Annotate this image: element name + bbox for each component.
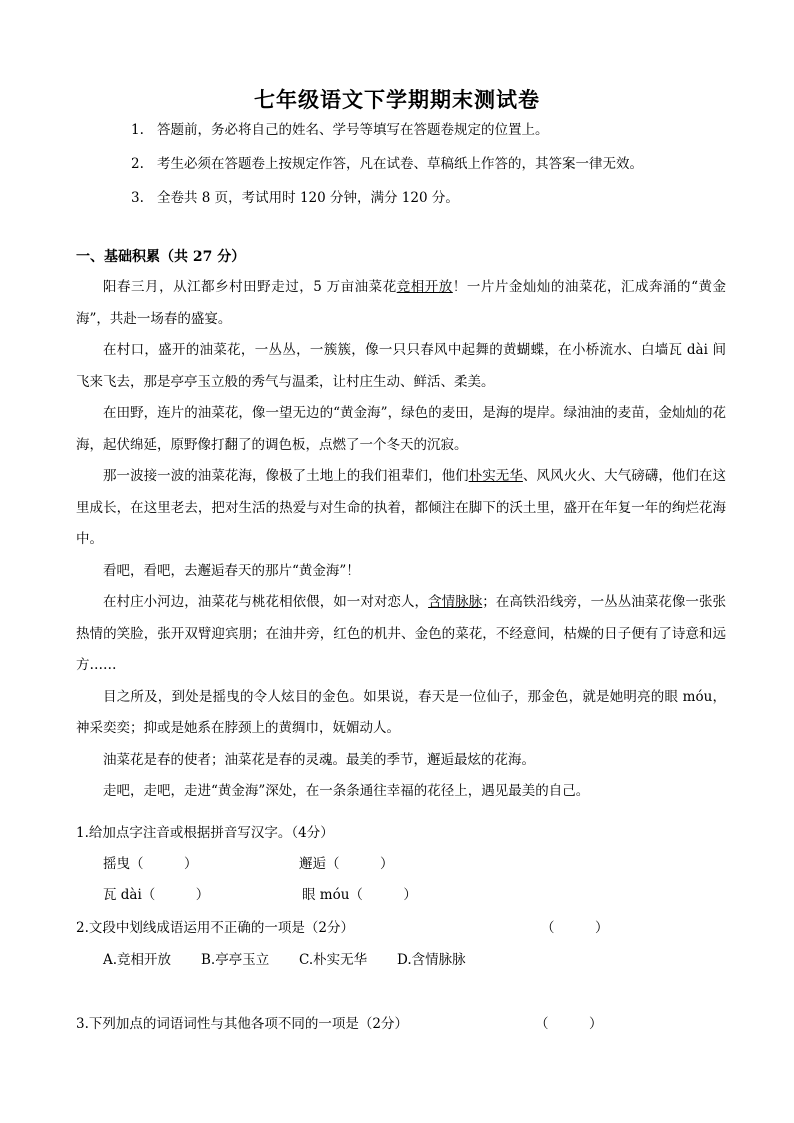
instruction-item — [131, 190, 731, 224]
paragraph-text: ；在高铁沿线旁，一丛丛油菜花像一张张热情的笑脸，张开双臂迎宾朋；在油井旁，红色的机井、金色的菜花，不经意间，枯燥的日子便有了诗意和远方…… — [76, 594, 727, 673]
passage-paragraph: 目之所及，到处是摇曳的令人炫目的金色。如果说，春天是一位仙子，那金色，就是她明亮的眼 móu，神采奕奕；抑或是她系在脖颈上的黄绸巾，妩媚动人。 — [76, 688, 726, 736]
question-3-stem: 3.下列加点的词语词性与其他各项不同的一项是（2分） — [76, 1016, 408, 1032]
question-1-blank[interactable]: 眼 móu（ ） — [302, 887, 417, 903]
passage-paragraph — [76, 587, 726, 682]
question-2-option[interactable]: B.亭亭玉立 — [201, 952, 270, 968]
page-title: 七年级语文下学期期末测试卷 — [254, 87, 540, 112]
question-2-option[interactable]: C.朴实无华 — [299, 952, 368, 968]
underlined-idiom: 朴实无华 — [468, 468, 523, 484]
question-3-answer-paren[interactable]: （ ） — [535, 1016, 603, 1032]
instruction-number: 2. — [131, 156, 144, 172]
instruction-number: 3. — [131, 190, 144, 206]
instruction-text: 考生必须在答题卷上按规定作答，凡在试卷、草稿纸上作答的，其答案一律无效。 — [157, 156, 643, 172]
instruction-text: 答题前，务必将自己的姓名、学号等填写在答题卷规定的位置上。 — [157, 122, 549, 138]
underlined-idiom: 含情脉脉 — [428, 594, 483, 610]
question-2-stem: 2.文段中划线成语运用不正确的一项是（2分） — [76, 920, 354, 936]
passage-paragraph: 在村口，盛开的油菜花，一丛丛，一簇簇，像一只只春风中起舞的黄蝴蝶，在小桥流水、白墙瓦 dài 间飞来飞去，那是亭亭玉立般的秀气与温柔，让村庄生动、鲜活、柔美。 — [76, 342, 726, 390]
question-2-option[interactable]: A.竞相开放 — [103, 952, 172, 968]
passage-paragraph: 走吧，走吧，走进“黄金海”深处，在一条条通往幸福的花径上，遇见最美的自己。 — [103, 783, 590, 799]
passage-paragraph — [76, 272, 726, 335]
paragraph-text: 、风风火火、大气磅礴，他们在这里成长，在这里老去，把对生活的热爱与对生命的执着，都倾注在脚下的沃土里，盛开在年复一年的绚烂花海中。 — [76, 468, 727, 547]
question-1-blank[interactable]: 邂逅（ ） — [299, 856, 394, 872]
reading-passage — [76, 272, 726, 808]
passage-paragraph: 在田野，连片的油菜花，像一望无边的“黄金海”，绿色的麦田，是海的堤岸。绿油油的麦苗，金灿灿的花海，起伏绵延，原野像打翻了的调色板，点燃了一个冬天的沉寂。 — [76, 405, 726, 453]
underlined-idiom: 竞相开放 — [396, 279, 453, 295]
passage-paragraph — [76, 461, 726, 556]
instructions — [131, 122, 731, 224]
paragraph-text: 在村庄小河边，油菜花与桃花相依偎，如一对对恋人， — [103, 594, 429, 610]
question-1-blank[interactable]: 摇曳（ ） — [103, 856, 198, 872]
section-heading: 一、基础积累（共 27 分） — [76, 249, 246, 265]
passage-paragraph: 油菜花是春的使者；油菜花是春的灵魂。最美的季节，邂逅最炫的花海。 — [103, 751, 535, 768]
question-1-blank[interactable]: 瓦 dài（ ） — [103, 887, 210, 903]
question-2-answer-paren[interactable]: （ ） — [541, 920, 609, 936]
instruction-item — [131, 122, 731, 156]
passage-paragraph: 看吧，看吧，去邂逅春天的那片“黄金海”！ — [103, 562, 360, 579]
question-2-option[interactable]: D.含情脉脉 — [397, 952, 466, 968]
paragraph-text: ！一片片金灿灿的油菜花，汇成奔涌的“黄金海”，共赴一场春的盛宴。 — [76, 279, 727, 327]
instruction-text: 全卷共 8 页，考试用时 120 分钟，满分 120 分。 — [157, 190, 459, 206]
paragraph-text: 那一波接一波的油菜花海，像极了土地上的我们祖辈们，他们 — [103, 468, 469, 484]
question-1-stem: 1.给加点字注音或根据拼音写汉字。（4分） — [76, 825, 334, 841]
paragraph-text: 阳春三月，从江都乡村田野走过，5 万亩油菜花 — [103, 279, 397, 295]
instruction-item — [131, 156, 731, 190]
instruction-number: 1. — [131, 122, 144, 138]
